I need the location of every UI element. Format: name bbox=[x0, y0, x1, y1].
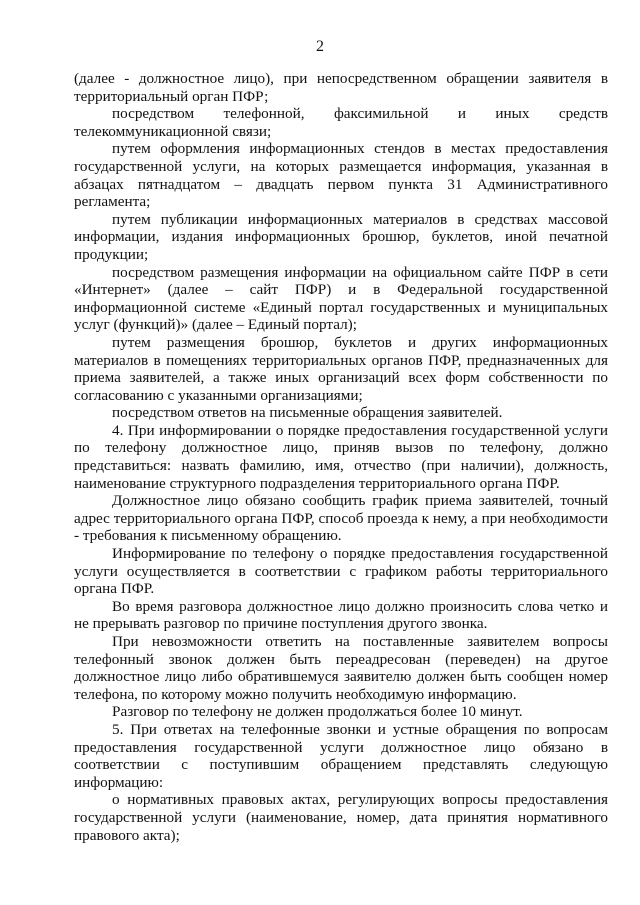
paragraph: Во время разговора должностное лицо должно произносить слова четко и не прерывать разговор по причине поступления другого звонка. bbox=[74, 597, 608, 633]
paragraph: Должностное лицо обязано сообщить график приема заявителей, точный адрес территориального органа ПФР, способ проезда к нему, а при необходимости - требования к письменному обращению. bbox=[74, 492, 608, 545]
paragraph: путем размещения брошюр, буклетов и других информационных материалов в помещениях территориальных органов ПФР, предназначенных для приема заявителей, а также иных организаций всех форм собственности по согласованию с указанными организациями; bbox=[74, 333, 608, 404]
paragraph: 4. При информировании о порядке предоставления государственной услуги по телефону должностное лицо, приняв вызов по телефону, должно представиться: назвать фамилию, имя, отчество (при наличии), должность, наименование структурного подразделения территориального органа ПФР. bbox=[74, 421, 608, 492]
paragraph: Разговор по телефону не должен продолжаться более 10 минут. bbox=[112, 703, 523, 721]
page-number: 2 bbox=[316, 38, 324, 55]
paragraph: посредством ответов на письменные обращения заявителей. bbox=[112, 404, 503, 422]
paragraph: Информирование по телефону о порядке предоставления государственной услуги осуществляется в соответствии с графиком работы территориального органа ПФР. bbox=[74, 545, 608, 598]
paragraph: (далее - должностное лицо), при непосредственном обращении заявителя в территориальный орган ПФР; bbox=[74, 70, 608, 105]
paragraph: посредством размещения информации на официальном сайте ПФР в сети «Интернет» (далее – сайт ПФР) и в Федеральной государственной информационной системе «Единый портал государственных и муниципальных услуг (функций)» (далее – Единый портал); bbox=[74, 263, 608, 334]
paragraph: о нормативных правовых актах, регулирующих вопросы предоставления государственной услуги (наименование, номер, дата принятия нормативного правового акта); bbox=[74, 791, 608, 844]
document-body bbox=[74, 70, 608, 844]
paragraph: путем публикации информационных материалов в средствах массовой информации, издания информационных брошюр, буклетов, иной печатной продукции; bbox=[74, 210, 608, 263]
paragraph: посредством телефонной, факсимильной и иных средств телекоммуникационной связи; bbox=[74, 105, 608, 140]
paragraph: 5. При ответах на телефонные звонки и устные обращения по вопросам предоставления государственной услуги должностное лицо обязано в соответствии с поступившим обращением представлять следующую информацию: bbox=[74, 720, 608, 791]
paragraph: путем оформления информационных стендов в местах предоставления государственной услуги, на которых размещается информация, указанная в абзацах пятнадцатом – двадцать первом пункта 31 Административного регламента; bbox=[74, 140, 608, 211]
paragraph: При невозможности ответить на поставленные заявителем вопросы телефонный звонок должен быть переадресован (переведен) на другое должностное лицо либо обратившемуся заявителю должен быть сообщен номер телефона, по которому можно получить необходимую информацию. bbox=[74, 633, 608, 703]
